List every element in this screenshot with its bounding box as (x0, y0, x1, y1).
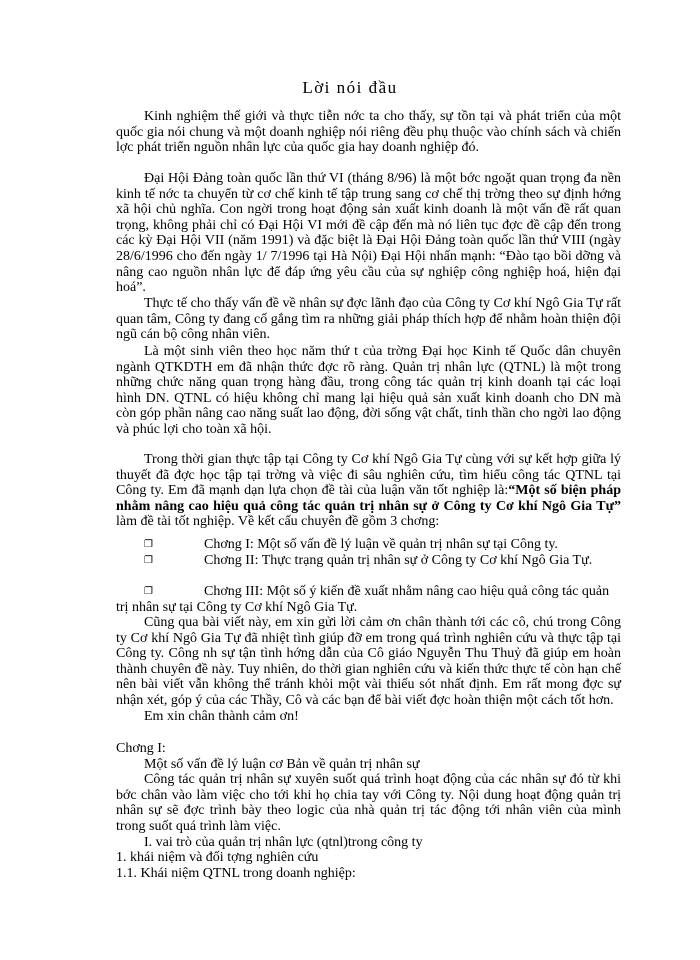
paragraph-student: Là một sinh viên theo học năm thứ t của trờng Đại học Kinh tế Quốc dân chuyên ngành QTKDTH em đã nhận thức đợc rõ ràng. Quản trị nhân lực (QTNL) là một trong những chức năng quan trọng hàng đầu, trong công tác quản trị kinh doanh tại các loại hình DN. QTNL có hiệu không chỉ mang lại hiệu quả sản xuất kinh doanh cho DN mà còn góp phần nâng cao năng suất lao động, đời sống vật chất, tinh thần cho ngời lao động và phúc lợi cho toàn xã hội. (116, 344, 621, 437)
chapter-title: Một số vấn đề lý luận cơ Bản về quản trị nhân sự (144, 757, 420, 772)
paragraph-intro: Kinh nghiệm thế giới và thực tiễn nớc ta cho thấy, sự tồn tại và phát triển của một quốc gia nói chung và một doanh nghiệp nói riêng đều phụ thuộc vào chính sách và chiến lợc phát triển nguồn nhân lực của quốc gia hay doanh nghiệp đó. (116, 109, 621, 156)
page-title: Lời nói đầu (302, 78, 398, 97)
chapter-list-item: ❐ Chơng II: Thực trạng quản trị nhân sự ở Công ty Cơ khí Ngô Gia Tự. (144, 553, 593, 568)
thesis-title: “Một số biện pháp nhằm nâng cao hiệu quả công tác quản trị nhân sự ở Công ty Cơ khí Ngô Gia Tự” (116, 483, 622, 514)
section-heading: I. vai trò của quản trị nhân lực (qtnl)trong công ty (144, 835, 423, 850)
paragraph-chapter-intro: Công tác quản trị nhân sự xuyên suốt quá trình hoạt động của các nhân sự đó từ khi bớc chân vào làm việc cho tới khi họ chia tay với Công ty. Nội dung hoạt động quản trị nhân sự sẽ đợc trình bày theo logic của nhà quản trị tác động tới nhân viên của mình trong suốt quá trình làm việc. (116, 772, 621, 834)
paragraph-reality: Thực tế cho thấy vấn đề về nhân sự đợc lãnh đạo của Công ty Cơ khí Ngô Gia Tự rất quan tâm, Công ty đang cố gắng tìm ra những giải pháp thích hợp để nhằm hoàn thiện đội ngũ cán bộ công nhân viên. (116, 296, 621, 343)
square-bullet-icon: ❐ (144, 586, 153, 597)
paragraph-thesis-topic: Trong thời gian thực tập tại Công ty Cơ khí Ngô Gia Tự cùng với sự kết hợp giữa lý thuyết đã đợc học tập tại trờng và việc đi sâu nghiên cứu, tìm hiểu công tác QTNL tại Công ty. Em đã mạnh dạn lựa chọn đề tài của luận văn tốt nghiệp là:“Một số biện pháp nhằm nâng cao hiệu quả công tác quản trị nhân sự ở Công ty Cơ khí Ngô Gia Tự” làm đề tài tốt nghiệp. Về kết cấu chuyên đề gồm 3 chơng: (116, 452, 622, 530)
chapter-list-item: ❐ Chơng III: Một số ý kiến đề xuất nhằm nâng cao hiệu quả công tác quản trị nhân sự tại Công ty Cơ khí Ngô Gia Tự. (116, 584, 610, 615)
chapter-heading: Chơng I: (116, 741, 166, 756)
square-bullet-icon: ❐ (144, 539, 153, 550)
chapter-list-item: ❐ Chơng I: Một số vấn đề lý luận về quản trị nhân sự tại Công ty. (144, 537, 558, 552)
paragraph-acknowledgement: Cũng qua bài viết này, em xin gửi lời cảm ơn chân thành tới các cô, chú trong Công ty Cơ khí Ngô Gia Tự đã nhiệt tình giúp đỡ em trong quá trình nghiên cứu và thực tập tại Công ty. Công nh sự tận tình hớng dẫn của Cô giáo Nguyễn Thu Thuỷ đã giúp em hoàn thành chuyên đề này. Tuy nhiên, do thời gian nghiên cứu và kiến thức thực tế còn hạn chế nên bài viết vẫn không thể tránh khỏi một vài thiếu sót nhất định. Em rất mong đợc sự nhận xét, góp ý của các Thầy, Cô và các bạn để bài viết đợc hoàn thiện một cách tốt hơn. (116, 615, 621, 708)
square-bullet-icon: ❐ (144, 555, 153, 566)
paragraph-thanks: Em xin chân thành cảm ơn! (144, 709, 299, 724)
subsubsection-heading: 1.1. Khái niệm QTNL trong doanh nghiệp: (116, 866, 356, 881)
paragraph-party-congress: Đại Hội Đảng toàn quốc lần thứ VI (tháng 8/96) là một bớc ngoặt quan trọng đa nền kinh tế nớc ta chuyển từ cơ chế kinh tế tập trung sang cơ chế thị trờng theo sự định hớng xã hội chủ nghĩa. Con ngời trong hoạt động sản xuất kinh doanh là một vấn đề rất quan trọng, không phải chỉ có Đại Hội VI mới đề cập đến mà nó liên tục đợc đề cập đến trong các kỳ Đại Hội VII (năm 1991) và đặc biệt là Đại Hội Đảng toàn quốc lần thứ VIII (ngày 28/6/1996 cho đến ngày 1/ 7/1996 tại Hà Nội) Đại Hội nhấn mạnh: “Đào tạo bồi dỡng và nâng cao nguồn nhân lực để đáp ứng yêu cầu của sự nghiệp công nghiệp hoá, hiện đại hoá”. (116, 171, 621, 296)
subsection-heading: 1. khái niệm và đối tợng nghiên cứu (116, 850, 319, 865)
